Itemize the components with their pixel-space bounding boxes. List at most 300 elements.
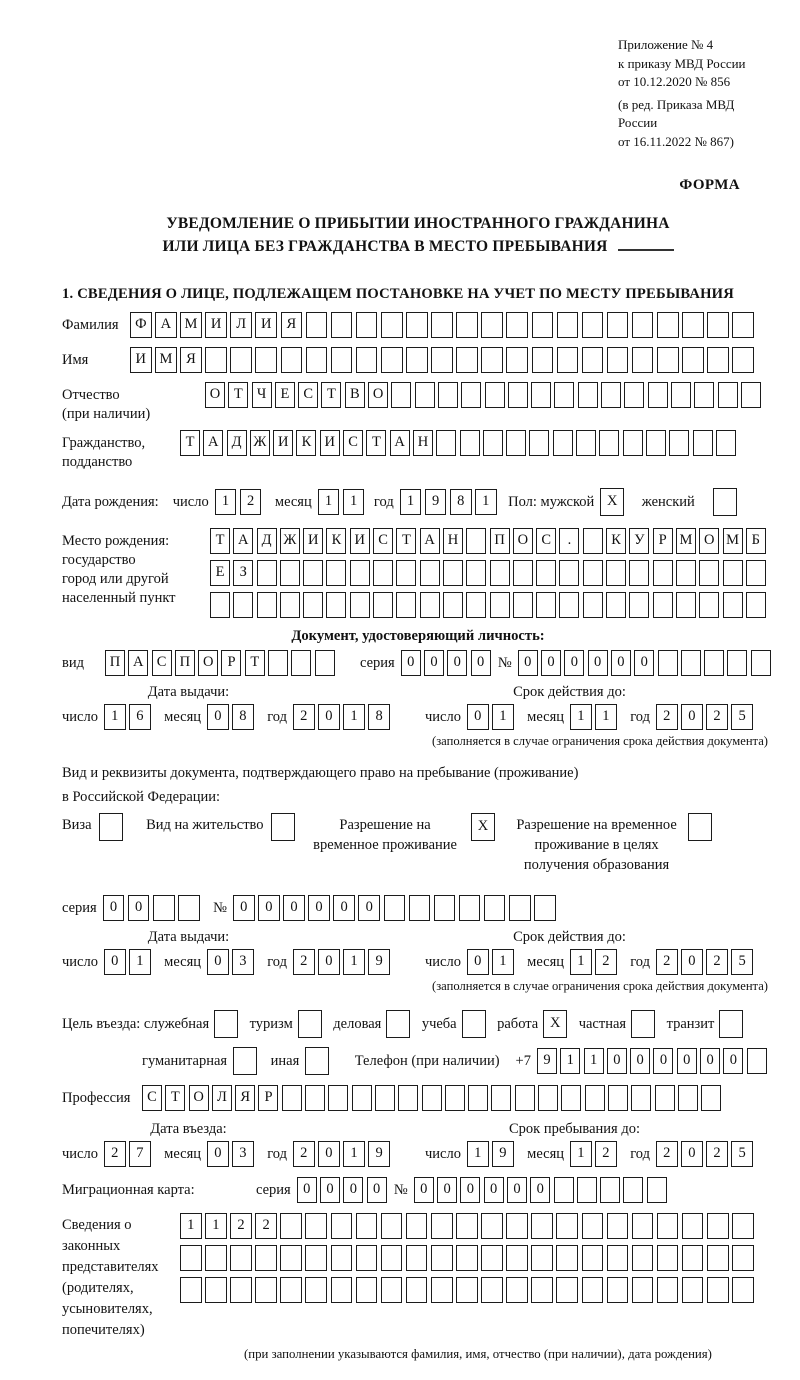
- char-box[interactable]: [280, 560, 300, 586]
- char-box[interactable]: Я: [235, 1085, 255, 1111]
- char-box[interactable]: [746, 560, 766, 586]
- char-box[interactable]: [532, 312, 554, 338]
- char-box[interactable]: [704, 650, 724, 676]
- char-box[interactable]: М: [180, 312, 202, 338]
- char-box[interactable]: 0: [677, 1048, 697, 1074]
- char-box[interactable]: 0: [233, 895, 255, 921]
- char-box[interactable]: 0: [424, 650, 444, 676]
- char-box[interactable]: [468, 1085, 488, 1111]
- char-box[interactable]: [671, 382, 691, 408]
- char-box[interactable]: Р: [221, 650, 241, 676]
- char-box[interactable]: Е: [275, 382, 295, 408]
- char-box[interactable]: Л: [212, 1085, 232, 1111]
- char-box[interactable]: Т: [180, 430, 200, 456]
- char-box[interactable]: 1: [570, 1141, 592, 1167]
- char-box[interactable]: [282, 1085, 302, 1111]
- char-box[interactable]: 0: [471, 650, 491, 676]
- char-box[interactable]: [653, 560, 673, 586]
- char-box[interactable]: [460, 430, 480, 456]
- char-box[interactable]: [601, 382, 621, 408]
- char-box[interactable]: 0: [723, 1048, 743, 1074]
- char-box[interactable]: 2: [656, 1141, 678, 1167]
- char-box[interactable]: [381, 347, 403, 373]
- char-box[interactable]: [381, 1245, 403, 1271]
- char-box[interactable]: 2: [293, 704, 315, 730]
- char-box[interactable]: [431, 1245, 453, 1271]
- char-box[interactable]: 1: [475, 489, 497, 515]
- char-box[interactable]: [557, 312, 579, 338]
- char-box[interactable]: [456, 1277, 478, 1303]
- char-box[interactable]: 0: [308, 895, 330, 921]
- char-box[interactable]: [554, 382, 574, 408]
- char-box[interactable]: [559, 560, 579, 586]
- char-box[interactable]: А: [128, 650, 148, 676]
- char-box[interactable]: 0: [507, 1177, 527, 1203]
- char-box[interactable]: 0: [333, 895, 355, 921]
- char-box[interactable]: [356, 1277, 378, 1303]
- char-box[interactable]: Р: [258, 1085, 278, 1111]
- char-box[interactable]: 0: [258, 895, 280, 921]
- char-box[interactable]: З: [233, 560, 253, 586]
- char-box[interactable]: Д: [227, 430, 247, 456]
- char-box[interactable]: [490, 560, 510, 586]
- char-box[interactable]: [456, 1213, 478, 1239]
- char-box[interactable]: [406, 1245, 428, 1271]
- char-box[interactable]: Н: [413, 430, 433, 456]
- char-box[interactable]: [682, 312, 704, 338]
- char-box[interactable]: 2: [240, 489, 262, 515]
- char-box[interactable]: [632, 312, 654, 338]
- char-box[interactable]: [350, 560, 370, 586]
- char-box[interactable]: Ж: [250, 430, 270, 456]
- char-box[interactable]: Ж: [280, 528, 300, 554]
- char-box[interactable]: [491, 1085, 511, 1111]
- checkbox[interactable]: [719, 1010, 743, 1038]
- char-box[interactable]: [624, 382, 644, 408]
- char-box[interactable]: 0: [467, 704, 489, 730]
- char-box[interactable]: [732, 347, 754, 373]
- char-box[interactable]: Ф: [130, 312, 152, 338]
- char-box[interactable]: [459, 895, 481, 921]
- char-box[interactable]: [352, 1085, 372, 1111]
- char-box[interactable]: [707, 1277, 729, 1303]
- char-box[interactable]: [481, 1213, 503, 1239]
- char-box[interactable]: [657, 1213, 679, 1239]
- char-box[interactable]: [554, 1177, 574, 1203]
- char-box[interactable]: [409, 895, 431, 921]
- char-box[interactable]: А: [420, 528, 440, 554]
- char-box[interactable]: 3: [232, 1141, 254, 1167]
- char-box[interactable]: 2: [595, 1141, 617, 1167]
- char-box[interactable]: [434, 895, 456, 921]
- char-box[interactable]: [707, 1245, 729, 1271]
- char-box[interactable]: [484, 895, 506, 921]
- char-box[interactable]: [396, 592, 416, 618]
- char-box[interactable]: 0: [104, 949, 126, 975]
- char-box[interactable]: [230, 1245, 252, 1271]
- char-box[interactable]: [693, 430, 713, 456]
- char-box[interactable]: 1: [343, 489, 365, 515]
- char-box[interactable]: [205, 347, 227, 373]
- char-box[interactable]: [305, 1213, 327, 1239]
- char-box[interactable]: [205, 1245, 227, 1271]
- char-box[interactable]: 0: [630, 1048, 650, 1074]
- char-box[interactable]: [556, 1213, 578, 1239]
- char-box[interactable]: [431, 1213, 453, 1239]
- char-box[interactable]: [331, 312, 353, 338]
- char-box[interactable]: 0: [207, 1141, 229, 1167]
- temp-residence-checkbox[interactable]: [471, 813, 499, 841]
- char-box[interactable]: [180, 1245, 202, 1271]
- char-box[interactable]: [606, 592, 626, 618]
- char-box[interactable]: 1: [400, 489, 422, 515]
- char-box[interactable]: 1: [570, 704, 592, 730]
- char-box[interactable]: [718, 382, 738, 408]
- char-box[interactable]: 1: [343, 949, 365, 975]
- char-box[interactable]: 2: [656, 949, 678, 975]
- char-box[interactable]: 5: [731, 704, 753, 730]
- char-box[interactable]: [381, 1213, 403, 1239]
- char-box[interactable]: [509, 895, 531, 921]
- char-box[interactable]: А: [390, 430, 410, 456]
- char-box[interactable]: [350, 592, 370, 618]
- char-box[interactable]: [682, 1213, 704, 1239]
- char-box[interactable]: 0: [518, 650, 538, 676]
- char-box[interactable]: [153, 895, 175, 921]
- char-box[interactable]: [583, 560, 603, 586]
- char-box[interactable]: [746, 592, 766, 618]
- visa-checkbox[interactable]: [99, 813, 127, 841]
- char-box[interactable]: П: [105, 650, 125, 676]
- char-box[interactable]: [280, 1245, 302, 1271]
- char-box[interactable]: [280, 1213, 302, 1239]
- char-box[interactable]: [436, 430, 456, 456]
- char-box[interactable]: [632, 347, 654, 373]
- char-box[interactable]: [255, 347, 277, 373]
- char-box[interactable]: [629, 592, 649, 618]
- char-box[interactable]: К: [296, 430, 316, 456]
- char-box[interactable]: [532, 347, 554, 373]
- char-box[interactable]: [657, 1245, 679, 1271]
- char-box[interactable]: [647, 1177, 667, 1203]
- char-box[interactable]: [606, 560, 626, 586]
- char-box[interactable]: [381, 312, 403, 338]
- char-box[interactable]: [556, 1277, 578, 1303]
- char-box[interactable]: 0: [530, 1177, 550, 1203]
- checkbox[interactable]: [688, 813, 712, 841]
- checkbox[interactable]: [305, 1047, 329, 1075]
- char-box[interactable]: [406, 1277, 428, 1303]
- char-box[interactable]: [506, 1213, 528, 1239]
- char-box[interactable]: 1: [560, 1048, 580, 1074]
- char-box[interactable]: [381, 1277, 403, 1303]
- transit-checkbox[interactable]: [719, 1010, 747, 1038]
- char-box[interactable]: [676, 560, 696, 586]
- char-box[interactable]: [406, 312, 428, 338]
- char-box[interactable]: [481, 1245, 503, 1271]
- char-box[interactable]: [678, 1085, 698, 1111]
- char-box[interactable]: [257, 592, 277, 618]
- char-box[interactable]: [538, 1085, 558, 1111]
- char-box[interactable]: [701, 1085, 721, 1111]
- char-box[interactable]: 0: [611, 650, 631, 676]
- char-box[interactable]: 0: [414, 1177, 434, 1203]
- char-box[interactable]: [356, 312, 378, 338]
- char-box[interactable]: [375, 1085, 395, 1111]
- char-box[interactable]: К: [326, 528, 346, 554]
- char-box[interactable]: [732, 312, 754, 338]
- purpose-official-checkbox[interactable]: [214, 1010, 242, 1038]
- char-box[interactable]: 5: [731, 949, 753, 975]
- char-box[interactable]: 2: [706, 704, 728, 730]
- char-box[interactable]: [657, 347, 679, 373]
- char-box[interactable]: [553, 430, 573, 456]
- char-box[interactable]: [751, 650, 771, 676]
- char-box[interactable]: [515, 1085, 535, 1111]
- char-box[interactable]: [331, 1277, 353, 1303]
- char-box[interactable]: 8: [450, 489, 472, 515]
- char-box[interactable]: 1: [318, 489, 340, 515]
- char-box[interactable]: 0: [607, 1048, 627, 1074]
- char-box[interactable]: 0: [318, 949, 340, 975]
- business-checkbox[interactable]: [386, 1010, 414, 1038]
- char-box[interactable]: Я: [180, 347, 202, 373]
- char-box[interactable]: [682, 1245, 704, 1271]
- char-box[interactable]: Т: [321, 382, 341, 408]
- char-box[interactable]: [483, 430, 503, 456]
- checkbox[interactable]: [386, 1010, 410, 1038]
- char-box[interactable]: [303, 592, 323, 618]
- sex-male-checkbox[interactable]: [600, 488, 628, 516]
- char-box[interactable]: Я: [281, 312, 303, 338]
- char-box[interactable]: О: [513, 528, 533, 554]
- char-box[interactable]: [315, 650, 335, 676]
- char-box[interactable]: [490, 592, 510, 618]
- char-box[interactable]: [443, 592, 463, 618]
- char-box[interactable]: О: [699, 528, 719, 554]
- char-box[interactable]: [682, 347, 704, 373]
- char-box[interactable]: 0: [681, 949, 703, 975]
- char-box[interactable]: [513, 592, 533, 618]
- char-box[interactable]: [431, 347, 453, 373]
- char-box[interactable]: 1: [570, 949, 592, 975]
- char-box[interactable]: [536, 560, 556, 586]
- char-box[interactable]: [466, 592, 486, 618]
- char-box[interactable]: [291, 650, 311, 676]
- char-box[interactable]: 9: [368, 949, 390, 975]
- char-box[interactable]: [741, 382, 761, 408]
- char-box[interactable]: [561, 1085, 581, 1111]
- char-box[interactable]: [600, 1177, 620, 1203]
- char-box[interactable]: М: [676, 528, 696, 554]
- char-box[interactable]: О: [198, 650, 218, 676]
- char-box[interactable]: [699, 592, 719, 618]
- char-box[interactable]: С: [343, 430, 363, 456]
- char-box[interactable]: [466, 528, 486, 554]
- char-box[interactable]: [303, 560, 323, 586]
- char-box[interactable]: [306, 312, 328, 338]
- char-box[interactable]: 1: [104, 704, 126, 730]
- char-box[interactable]: [676, 592, 696, 618]
- char-box[interactable]: 0: [318, 704, 340, 730]
- char-box[interactable]: [431, 312, 453, 338]
- char-box[interactable]: И: [255, 312, 277, 338]
- char-box[interactable]: .: [559, 528, 579, 554]
- char-box[interactable]: 1: [595, 704, 617, 730]
- checkbox[interactable]: X: [471, 813, 495, 841]
- char-box[interactable]: М: [723, 528, 743, 554]
- char-box[interactable]: [431, 1277, 453, 1303]
- char-box[interactable]: 0: [634, 650, 654, 676]
- char-box[interactable]: [406, 1213, 428, 1239]
- char-box[interactable]: [356, 347, 378, 373]
- char-box[interactable]: [582, 312, 604, 338]
- char-box[interactable]: [420, 592, 440, 618]
- work-checkbox[interactable]: [543, 1010, 571, 1038]
- char-box[interactable]: [420, 560, 440, 586]
- char-box[interactable]: 1: [343, 1141, 365, 1167]
- char-box[interactable]: 1: [467, 1141, 489, 1167]
- char-box[interactable]: 1: [205, 1213, 227, 1239]
- char-box[interactable]: 0: [467, 949, 489, 975]
- char-box[interactable]: [205, 1277, 227, 1303]
- char-box[interactable]: [506, 430, 526, 456]
- char-box[interactable]: [326, 560, 346, 586]
- char-box[interactable]: [727, 650, 747, 676]
- char-box[interactable]: 0: [358, 895, 380, 921]
- char-box[interactable]: [629, 560, 649, 586]
- char-box[interactable]: [391, 382, 411, 408]
- char-box[interactable]: [331, 1213, 353, 1239]
- char-box[interactable]: В: [345, 382, 365, 408]
- char-box[interactable]: [178, 895, 200, 921]
- char-box[interactable]: С: [298, 382, 318, 408]
- char-box[interactable]: Л: [230, 312, 252, 338]
- char-box[interactable]: [529, 430, 549, 456]
- char-box[interactable]: 7: [129, 1141, 151, 1167]
- char-box[interactable]: [599, 430, 619, 456]
- char-box[interactable]: [531, 382, 551, 408]
- char-box[interactable]: [536, 592, 556, 618]
- char-box[interactable]: 3: [232, 949, 254, 975]
- char-box[interactable]: [583, 528, 603, 554]
- char-box[interactable]: [631, 1085, 651, 1111]
- char-box[interactable]: [456, 312, 478, 338]
- char-box[interactable]: [657, 1277, 679, 1303]
- char-box[interactable]: [485, 382, 505, 408]
- char-box[interactable]: 9: [537, 1048, 557, 1074]
- char-box[interactable]: [657, 312, 679, 338]
- char-box[interactable]: 0: [207, 704, 229, 730]
- char-box[interactable]: [699, 560, 719, 586]
- char-box[interactable]: [280, 1277, 302, 1303]
- char-box[interactable]: У: [629, 528, 649, 554]
- checkbox[interactable]: [462, 1010, 486, 1038]
- char-box[interactable]: М: [155, 347, 177, 373]
- char-box[interactable]: [513, 560, 533, 586]
- char-box[interactable]: [623, 430, 643, 456]
- other-checkbox[interactable]: [305, 1047, 333, 1075]
- char-box[interactable]: 1: [492, 949, 514, 975]
- char-box[interactable]: 0: [447, 650, 467, 676]
- char-box[interactable]: [506, 1245, 528, 1271]
- char-box[interactable]: [557, 347, 579, 373]
- char-box[interactable]: Б: [746, 528, 766, 554]
- char-box[interactable]: 2: [230, 1213, 252, 1239]
- char-box[interactable]: И: [350, 528, 370, 554]
- char-box[interactable]: [723, 592, 743, 618]
- char-box[interactable]: О: [189, 1085, 209, 1111]
- char-box[interactable]: [506, 312, 528, 338]
- char-box[interactable]: 1: [215, 489, 237, 515]
- char-box[interactable]: 9: [425, 489, 447, 515]
- char-box[interactable]: [398, 1085, 418, 1111]
- char-box[interactable]: 0: [297, 1177, 317, 1203]
- char-box[interactable]: 0: [588, 650, 608, 676]
- char-box[interactable]: [331, 1245, 353, 1271]
- char-box[interactable]: 0: [681, 704, 703, 730]
- char-box[interactable]: К: [606, 528, 626, 554]
- char-box[interactable]: [305, 1277, 327, 1303]
- char-box[interactable]: И: [205, 312, 227, 338]
- char-box[interactable]: 8: [232, 704, 254, 730]
- checkbox[interactable]: X: [600, 488, 624, 516]
- char-box[interactable]: [461, 382, 481, 408]
- char-box[interactable]: 2: [293, 1141, 315, 1167]
- char-box[interactable]: 0: [343, 1177, 363, 1203]
- char-box[interactable]: 8: [368, 704, 390, 730]
- char-box[interactable]: [466, 560, 486, 586]
- checkbox[interactable]: X: [543, 1010, 567, 1038]
- char-box[interactable]: [607, 312, 629, 338]
- char-box[interactable]: [653, 592, 673, 618]
- char-box[interactable]: [707, 347, 729, 373]
- char-box[interactable]: 1: [492, 704, 514, 730]
- char-box[interactable]: [648, 382, 668, 408]
- char-box[interactable]: [506, 1277, 528, 1303]
- char-box[interactable]: Р: [653, 528, 673, 554]
- char-box[interactable]: П: [490, 528, 510, 554]
- char-box[interactable]: И: [273, 430, 293, 456]
- char-box[interactable]: 0: [320, 1177, 340, 1203]
- char-box[interactable]: 1: [129, 949, 151, 975]
- char-box[interactable]: [655, 1085, 675, 1111]
- char-box[interactable]: [576, 430, 596, 456]
- char-box[interactable]: [646, 430, 666, 456]
- checkbox[interactable]: [233, 1047, 257, 1075]
- checkbox[interactable]: [298, 1010, 322, 1038]
- char-box[interactable]: [373, 560, 393, 586]
- char-box[interactable]: [582, 1277, 604, 1303]
- char-box[interactable]: [481, 347, 503, 373]
- char-box[interactable]: О: [205, 382, 225, 408]
- char-box[interactable]: Т: [228, 382, 248, 408]
- char-box[interactable]: [406, 347, 428, 373]
- char-box[interactable]: 2: [293, 949, 315, 975]
- char-box[interactable]: [681, 650, 701, 676]
- char-box[interactable]: Т: [396, 528, 416, 554]
- study-checkbox[interactable]: [462, 1010, 490, 1038]
- char-box[interactable]: Н: [443, 528, 463, 554]
- char-box[interactable]: [632, 1277, 654, 1303]
- checkbox[interactable]: [271, 813, 295, 841]
- char-box[interactable]: [707, 312, 729, 338]
- char-box[interactable]: 0: [401, 650, 421, 676]
- char-box[interactable]: [443, 560, 463, 586]
- char-box[interactable]: Т: [366, 430, 386, 456]
- char-box[interactable]: [732, 1277, 754, 1303]
- char-box[interactable]: 0: [681, 1141, 703, 1167]
